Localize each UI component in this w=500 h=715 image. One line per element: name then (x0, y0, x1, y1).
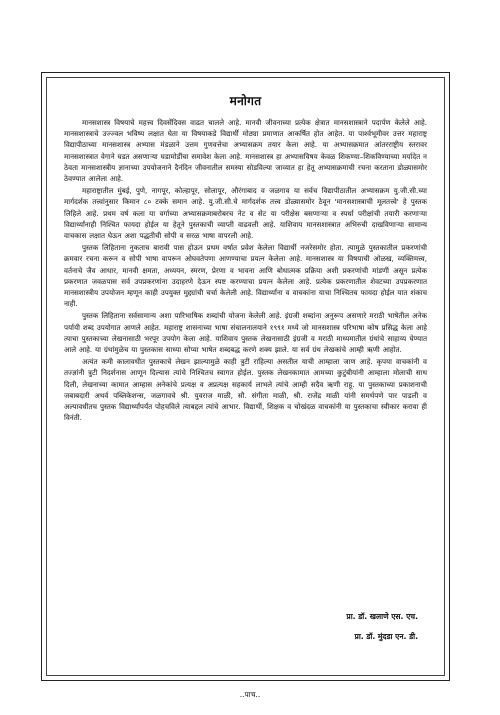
author-signature-2: प्रा. डॉ. मुंदडा एन. डी. (354, 632, 418, 641)
preface-paragraph-5: अत्यंत कमी कालावधीत पुस्तकाचे लेखन झाल्यामुळे काही त्रुटी राहिल्या असतील याची आम्हाला जाण आहे. कृपया वाचकांनी व तज्ज्ञांनी त्रुटी निदर्शनास आणून दिल्यास त्यांचे निश्चितच स्वागत होईल. पुस्तक लेखनकामात आमच्या कुटुंबीयांनी आम्हाला मोलाची साथ दिली, लेखनाच्या कामात आम्हास अनेकांचे प्रत्यक्ष व अप्रत्यक्ष सहकार्य लाभले त्यांचे आम्ही सदैव ऋणी राहू. या पुस्तकाच्या प्रकाशनाची जबाबदारी अथर्व पब्लिकेशन्स, जळगावचे श्री. युवराज माळी, सौ. संगीता माळी, श्री. राजेंद्र माळी यांनी समर्थपणे पार पाडली व अल्पावधीतच पुस्तक विद्यार्थ्यांपर्यंत पोहचविले त्याबद्दल त्यांचे आभार. विद्यार्थी, शिक्षक व चोखंदळ वाचकांनी या पुस्तकाचा स्वीकार करावा ही विनंती. (64, 357, 427, 423)
preface-title: मनोगत (229, 94, 262, 108)
preface-paragraph-2: महाराष्ट्रातील मुंबई, पुणे, नागपूर, कोल्हापूर, सोलापूर, औरंगाबाद व जळगाव या सर्वच विद्यापीठातील अभ्यासक्रम यु.जी.सी.च्या मार्गदर्शक तत्त्वांनुसार किमान ८० टक्के समान आहे. यु.जी.सी.चे मार्गदर्शक तत्त्व डोळ्यासमोर ठेवून 'मानसशास्त्राची मूलतत्त्वे' हे पुस्तक लिहिले आहे. प्रथम वर्ष कला या वर्गाच्या अभ्यासक्रमाबरोबरच नेट व सेट या परीक्षेस बसणाऱ्या व स्पर्धा परीक्षांची तयारी करणाऱ्या विद्यार्थ्यांनाही निश्चित फायदा होईल या हेतूने पुस्तकाची व्याप्ती वाढवली आहे. याशिवाय मानसशास्त्रात अभिरुची दाखविणाऱ्या सामान्य वाचकास लक्षात घेऊन अशा पद्धतीची सोपी व सरळ भाषा वापरली आहे. (64, 186, 427, 241)
preface-inner-border (46, 77, 445, 676)
preface-frame (41, 72, 450, 681)
page-number: ..पाच.. (239, 690, 261, 699)
author-signature-1: प्रा. डॉ. खलाणे एस. एच. (346, 612, 418, 621)
preface-paragraph-1: मानसशास्त्र विषयाचे महत्त्व दिवसेंदिवस वाढत चालले आहे. मानवी जीवनाच्या प्रत्येक क्षेत्रात मानसशास्त्राने पदार्पण केलेले आहे. मानसशास्त्राचे उज्ज्वल भविष्य लक्षात घेता या विषयाकडे विद्यार्थी मोठ्या प्रमाणात आकर्षित होत आहेत. या पार्श्वभूमीवर उत्तर महाराष्ट्र विद्यापीठाच्या मानसशास्त्र अभ्यास मंडळाने उत्तम गुणवत्तेचा अभ्यासक्रम तयार केला आहे. या अभ्यासक्रमात आंतरराष्ट्रीय स्तरावर मानसशास्त्रात वेगाने घडत असणाऱ्या घडामोडींचा समावेश केला आहे. मानसशास्त्र हा अभ्यासविषय केवळ शिकण्या–शिकविण्याच्या मर्यादेत न ठेवता मानसशास्त्रीय ज्ञानाच्या उपयोजनाने दैनंदिन जीवनातील समस्या सोडविल्या जाव्यात हा हेतू अभ्यासक्रमाची रचना करताना डोळ्यासमोर ठेवण्यात आलेला आहे. (64, 118, 427, 184)
preface-paragraph-3: पुस्तक लिहिताना नुकताच बारावी पास होऊन प्रथम वर्षात प्रवेश केलेला विद्यार्थी नजरेसमोर होता. त्यामुळे पुस्तकातील प्रकरणांची क्रमवार रचना करून व सोपी भाषा वापरून ओघवतेपणा आणण्याचा प्रयत्न केलेला आहे. मानसशास्त्र या विषयाची ओळख, व्यक्तिमत्त्व, वर्तनाचे जैव आधार, मानवी क्षमता, अध्ययन, स्मरण, प्रेरणा व भावना आणि बोधात्मक प्रक्रिया अशी प्रकरणांची मांडणी असून प्रत्येक प्रकरणात जवळपास सर्व उपप्रकरणांना उदाहरणे देऊन स्पष्ट करण्याचा प्रयत्न केलेला आहे. प्रत्येक प्रकरणातील शेवटच्या उपप्रकरणात मानसशास्त्रीय उपयोजन म्हणून काही उपयुक्त मुद्द्यांची चर्चा केलेली आहे. विद्यार्थ्यांना व वाचकांना याचा निश्चितच फायदा होईल यात शंकाच नाही. (64, 243, 427, 309)
preface-paragraph-4: पुस्तक लिहिताना सर्वसामान्य अशा पारिभाषिक शब्दांची योजना केलेली आहे. इंग्रजी शब्दांना अनुरूप असणारे मराठी भाषेतील अनेक पर्यायी शब्द उपयोगात आणले आहेत. महाराष्ट्र शासनाच्या भाषा संचालनालयाने १९९१ मध्ये जो मानसशास्त्र परिभाषा कोष प्रसिद्ध केला आहे त्याचा पुस्तकाच्या लेखनासाठी भरपूर उपयोग केला आहे. याशिवाय पुस्तक लेखनासाठी इंग्रजी व मराठी माध्यमातील ग्रंथांचे साहाय्य घेण्यात आले आहे. या ग्रंथांमुळेच या पुस्तकास साध्या सोप्या भाषेत शब्दबद्ध करणे शक्य झाले. या सर्व ग्रंथ लेखकांचे आम्ही ऋणी आहोत. (64, 311, 427, 355)
